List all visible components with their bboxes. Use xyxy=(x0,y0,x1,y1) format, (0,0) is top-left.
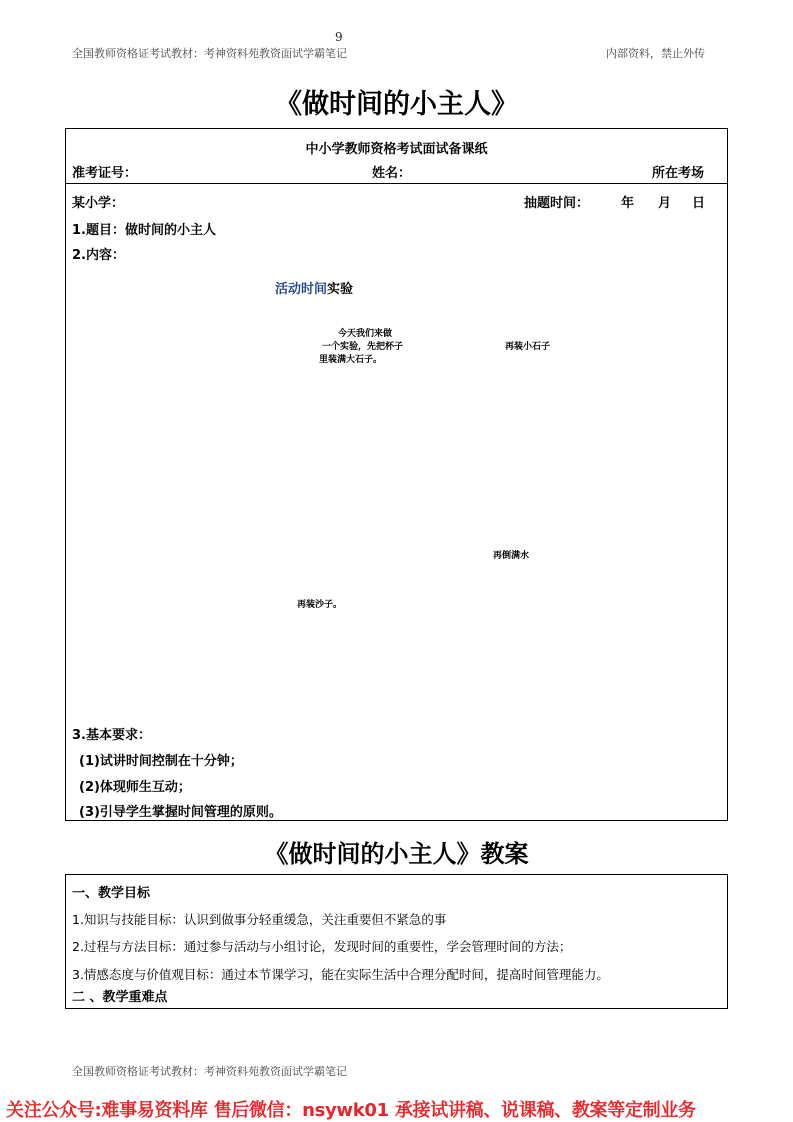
caption-1a: 今天我们来做 xyxy=(338,329,393,339)
day-label: 日 xyxy=(692,196,706,211)
header-right: 内部资料，禁止外传 xyxy=(606,47,705,60)
goal-2: 2.过程与方法目标：通过参与活动与小组讨论，发现时间的重要性，学会管理时间的方法； xyxy=(72,939,572,954)
topic: 1.题目：做时间的小主人 xyxy=(72,223,216,238)
divider xyxy=(65,183,728,184)
caption-1c: 里装满大石子。 xyxy=(319,355,383,365)
caption-3: 再倒满水 xyxy=(493,551,530,561)
requirement-2: (2)体现师生互动； xyxy=(79,780,191,795)
figure-title-blue: 活动时间 xyxy=(275,282,328,297)
requirement-1: (1)试讲时间控制在十分钟； xyxy=(79,754,243,769)
page-number: 9 xyxy=(335,30,343,44)
goal-3: 3.情感态度与价值观目标：通过本节课学习，能在实际生活中合理分配时间，提高时间管理能力。 xyxy=(72,967,609,982)
draw-time-label: 抽题时间： xyxy=(524,196,590,211)
figure-title xyxy=(275,278,353,297)
page-title: 《做时间的小主人》 xyxy=(275,89,518,120)
year-label: 年 xyxy=(621,196,635,211)
name-label: 姓名： xyxy=(372,166,412,181)
requirements-title: 3.基本要求： xyxy=(72,728,151,743)
caption-4: 再装沙子。 xyxy=(297,600,343,610)
caption-1b: 一个实验，先把杯子 xyxy=(322,342,404,352)
venue-label: 所在考场 xyxy=(652,166,705,181)
requirement-3: (3)引导学生掌握时间管理的原则。 xyxy=(79,805,282,820)
content-label: 2.内容： xyxy=(72,248,125,263)
footer-text: 全国教师资格证考试教材：考神资料苑教资面试学霸笔记 xyxy=(72,1065,347,1078)
header-left: 全国教师资格证考试教材：考神资料苑教资面试学霸笔记 xyxy=(72,47,347,60)
caption-2: 再装小石子 xyxy=(505,342,551,352)
form-heading: 中小学教师资格考试面试备课纸 xyxy=(305,142,488,157)
section-goals: 一、教学目标 xyxy=(72,886,151,901)
promo-banner: 关注公众号:难事易资料库 售后微信：nsywk01 承接试讲稿、说课稿、教案等定制业务 xyxy=(6,1100,696,1121)
goal-1: 1.知识与技能目标：认识到做事分轻重缓急，关注重要但不紧急的事 xyxy=(72,912,447,927)
month-label: 月 xyxy=(658,196,672,211)
lesson-plan-title: 《做时间的小主人》教案 xyxy=(264,839,529,868)
figure-title-black: 实验 xyxy=(327,282,354,297)
section-key-points: 二 、教学重难点 xyxy=(72,990,168,1005)
school-label: 某小学： xyxy=(72,196,125,211)
exam-id-label: 准考证号： xyxy=(72,166,138,181)
